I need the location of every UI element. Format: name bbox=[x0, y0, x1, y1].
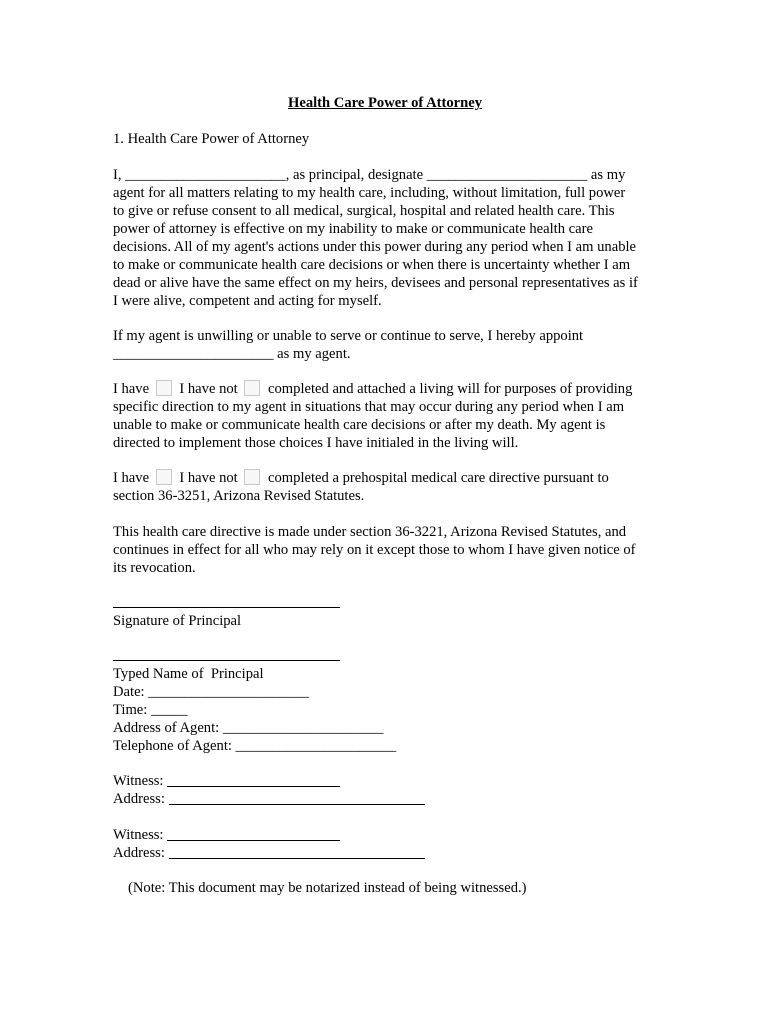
paragraph-line: continues in effect for all who may rely on it except those to whom I have given notice of bbox=[113, 542, 636, 558]
text: completed a prehospital medical care directive pursuant to bbox=[264, 470, 609, 486]
text: I have bbox=[113, 381, 153, 397]
typed-name-line[interactable] bbox=[113, 660, 340, 661]
text: I have not bbox=[175, 470, 242, 486]
witness-label: Witness: bbox=[113, 827, 168, 843]
witness-2-signature-field[interactable] bbox=[167, 826, 340, 841]
time-field[interactable]: _____ bbox=[151, 702, 188, 718]
paragraph-line: I were alive, competent and acting for myself. bbox=[113, 293, 382, 309]
prehospital-have-not-checkbox[interactable] bbox=[244, 469, 260, 485]
address-label: Address: bbox=[113, 791, 169, 807]
agent-phone-label: Telephone of Agent: bbox=[113, 738, 236, 754]
paragraph-line: decisions. All of my agent's actions under this power during any period when I am unable bbox=[113, 239, 637, 255]
alternate-agent-field[interactable]: ______________________ bbox=[113, 346, 274, 362]
paragraph-line: specific direction to my agent in situations that may occur during any period when I am bbox=[113, 399, 625, 415]
text: I have not bbox=[175, 381, 242, 397]
typed-name-label: Typed Name of Principal bbox=[113, 666, 264, 682]
date-field[interactable]: ______________________ bbox=[148, 684, 309, 700]
time-label: Time: bbox=[113, 702, 151, 718]
witness-1-signature-field[interactable] bbox=[167, 772, 340, 787]
notarization-note: (Note: This document may be notarized instead of being witnessed.) bbox=[128, 880, 527, 896]
text: I have bbox=[113, 470, 153, 486]
section-heading: 1. Health Care Power of Attorney bbox=[113, 131, 310, 147]
agent-address-row bbox=[113, 719, 383, 737]
paragraph-line: power of attorney is effective on my inability to make or communicate health care bbox=[113, 221, 593, 237]
witness-1-address-row bbox=[113, 790, 425, 808]
paragraph-line: dead or alive have the same effect on my heirs, devisees and personal representatives as if bbox=[113, 275, 638, 291]
date-row bbox=[113, 683, 309, 701]
text: as my bbox=[587, 167, 626, 183]
address-label: Address: bbox=[113, 845, 169, 861]
paragraph-line: directed to implement those choices I have initialed in the living will. bbox=[113, 435, 519, 451]
paragraph-line: unable to make or communicate health care decisions or after my death. My agent is bbox=[113, 417, 606, 433]
principal-name-field[interactable]: ______________________ bbox=[125, 167, 286, 183]
living-will-have-checkbox[interactable] bbox=[156, 380, 172, 396]
paragraph-line: section 36-3251, Arizona Revised Statutes. bbox=[113, 488, 365, 504]
witness-1-address-field[interactable] bbox=[169, 790, 425, 805]
date-label: Date: bbox=[113, 684, 149, 700]
agent-phone-field[interactable]: ______________________ bbox=[235, 738, 397, 754]
signature-label: Signature of Principal bbox=[113, 613, 242, 629]
text: I, bbox=[113, 167, 126, 183]
living-will-line bbox=[113, 380, 632, 398]
prehospital-have-checkbox[interactable] bbox=[156, 469, 172, 485]
prehospital-directive-line bbox=[113, 469, 609, 487]
text: completed and attached a living will for purposes of providing bbox=[264, 381, 633, 397]
agent-address-label: Address of Agent: bbox=[113, 720, 223, 736]
paragraph-line: This health care directive is made under section 36-3221, Arizona Revised Statutes, and bbox=[113, 524, 627, 540]
paragraph-line: to make or communicate health care decisions or when there is uncertainty whether I am bbox=[113, 257, 631, 273]
witness-2-row bbox=[113, 826, 340, 844]
witness-2-address-field[interactable] bbox=[169, 844, 425, 859]
time-row bbox=[113, 701, 187, 719]
principal-designation-line bbox=[113, 166, 625, 184]
paragraph-line: agent for all matters relating to my health care, including, without limitation, full power bbox=[113, 185, 626, 201]
paragraph-line: If my agent is unwilling or unable to serve or continue to serve, I hereby appoint bbox=[113, 328, 584, 344]
agent-address-field[interactable]: ______________________ bbox=[222, 720, 384, 736]
paragraph-line: its revocation. bbox=[113, 560, 196, 576]
agent-phone-row bbox=[113, 737, 396, 755]
witness-1-row bbox=[113, 772, 340, 790]
agent-name-field[interactable]: ______________________ bbox=[426, 167, 588, 183]
alternate-agent-line bbox=[113, 345, 351, 363]
document-title: Health Care Power of Attorney bbox=[288, 95, 482, 111]
living-will-have-not-checkbox[interactable] bbox=[244, 380, 260, 396]
signature-line[interactable] bbox=[113, 607, 340, 608]
text: , as principal, designate bbox=[285, 167, 427, 183]
paragraph-line: to give or refuse consent to all medical, surgical, hospital and related health care. This bbox=[113, 203, 615, 219]
witness-label: Witness: bbox=[113, 773, 168, 789]
text: as my agent. bbox=[273, 346, 351, 362]
witness-2-address-row bbox=[113, 844, 425, 862]
